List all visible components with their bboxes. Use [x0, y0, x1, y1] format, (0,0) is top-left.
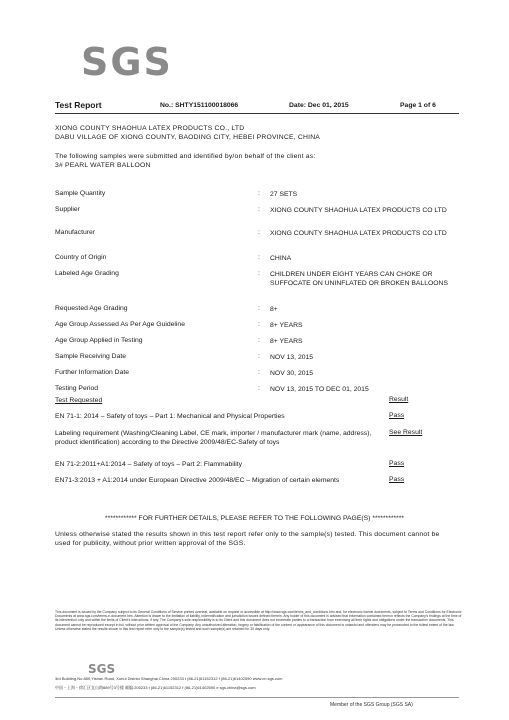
header-divider: [55, 113, 459, 114]
info-value: NOV 13, 2015 TO DEC 01, 2015: [270, 386, 369, 393]
test-result: See Result: [389, 429, 423, 436]
info-value: 8+: [270, 306, 278, 313]
info-colon: :: [258, 321, 260, 328]
info-value: CHILDREN UNDER EIGHT YEARS CAN CHOKE OR SUFFOCATE ON UNINFLATED OR BROKEN BALLOONS: [270, 271, 449, 287]
info-colon: :: [258, 369, 260, 376]
test-result: Pass: [389, 460, 405, 467]
info-label: Age Group Assessed As Per Age Guideline: [55, 321, 185, 328]
test-result: Pass: [389, 476, 405, 483]
footer-address-en: 3rd Building,No.889,Yishan Road, Xuhui District Shanghai,China 200233 t (86-21)61152312 f (86-21)61402590 www.cn.sgs.com: [55, 676, 283, 681]
info-colon: :: [258, 270, 260, 277]
report-number: No.: SHTY151100018066: [160, 102, 239, 109]
disclaimer: Unless otherwise stated the results shown in this test report refer only to the sample(s) tested. This document cannot be used for publicity, without prior written approval of the SGS.: [55, 531, 440, 547]
info-value: 8+ YEARS: [270, 322, 303, 329]
info-label: Sample Quantity: [55, 190, 106, 197]
info-colon: :: [258, 305, 260, 312]
info-label: Requested Age Grading: [55, 305, 128, 312]
test-name: EN71-3:2013 + A1:2014 under European Directive 2009/48/EC – Migration of certain elements: [55, 477, 340, 484]
test-result: Pass: [389, 412, 405, 419]
info-colon: :: [258, 353, 260, 360]
sgs-logo: SGS: [81, 40, 173, 84]
info-label: Country of Origin: [55, 254, 107, 261]
report-title: Test Report: [55, 100, 102, 110]
info-value: CHINA: [270, 255, 292, 262]
test-name: EN 71-2:2011+A1:2014 – Safety of toys – Part 2: Flammability: [55, 461, 243, 468]
info-label: Supplier: [55, 206, 80, 213]
further-details-note: ************ FOR FURTHER DETAILS, PLEASE REFER TO THE FOLLOWING PAGE(S) ************: [104, 515, 405, 522]
report-date: Date: Dec 01, 2015: [289, 102, 349, 109]
info-value: NOV 13, 2015: [270, 354, 314, 361]
info-label: Age Group Applied in Testing: [55, 337, 143, 344]
info-label: Manufacturer: [55, 229, 96, 236]
info-colon: :: [258, 229, 260, 236]
test-name: Labeling requirement (Washing/Cleaning Label, CE mark, importer / manufacturer mark (name, address), product identification) according to the Directive 2009/48/EC-Safety of toys: [55, 430, 372, 446]
info-value: NOV 30, 2015: [270, 370, 314, 377]
info-colon: :: [258, 385, 260, 392]
legal-notice: This document is issued by the Company subject to its General Conditions of Service printed overleaf, available on request or accessible at http://www.sgs.com/terms_and_conditions.htm and, for electronic format documents, subject to Terms and Conditions for Electronic Documents at www.sgs.com/terms-e-document.htm. Attention is drawn to the limitation of liability, indemnification and jurisdiction issues defined therein. Any holder of this document is advised that information contained hereon reflects the Company's findings at the time of its intervention only and within the limits of Client's instructions, if any. The Company's sole responsibility is to its Client and this document does not exonerate parties to a transaction from exercising all their rights and obligations under the transaction documents. This document cannot be reproduced except in full, without prior written approval of the Company. Any unauthorized alteration, forgery or falsification of the content or appearance of this document is unlawful and offenders may be prosecuted to the fullest extent of the law. Unless otherwise stated the results shown in this test report refer only to the sample(s) tested and such sample(s) are retained for 30 days only.: [55, 610, 462, 631]
test-requested-header: Test Requested: [55, 397, 103, 404]
page-number: Page 1 of 6: [400, 102, 436, 109]
info-value: XIONG COUNTY SHAOHUA LATEX PRODUCTS CO LTD: [270, 230, 447, 237]
client-name: XIONG COUNTY SHAOHUA LATEX PRODUCTS CO., LTD: [55, 125, 245, 132]
info-value: 27 SETS: [270, 191, 298, 198]
info-colon: :: [258, 337, 260, 344]
client-address: DABU VILLAGE OF XIONG COUNTY, BAODING CITY, HEBEI PROVINCE, CHINA: [55, 134, 321, 141]
test-name: EN 71-1: 2014 – Safety of toys – Part 1: Mechanical and Physical Properties: [55, 413, 285, 420]
info-label: Sample Receiving Date: [55, 353, 127, 360]
intro-line: The following samples were submitted and identified by/on behalf of the client as:: [55, 153, 316, 160]
info-colon: :: [258, 190, 260, 197]
info-label: Testing Period: [55, 385, 99, 392]
info-label: Further Information Date: [55, 369, 130, 376]
result-header: Result: [389, 396, 409, 403]
footer-sgs-logo: SGS: [88, 662, 116, 676]
footer-divider: [55, 697, 459, 698]
info-value: XIONG COUNTY SHAOHUA LATEX PRODUCTS CO LTD: [270, 207, 447, 214]
info-colon: :: [258, 254, 260, 261]
sample-name: 3# PEARL WATER BALLOON: [55, 162, 151, 169]
footer-address-cn: 中国・上海・徐汇区宜山路889号3号楼 邮编:200233 t (86-21)61152312 f (86-21)61402590 e sgs.china@sgs.com: [55, 685, 256, 690]
info-colon: :: [258, 206, 260, 213]
footer-member: Member of the SGS Group (SGS SA): [330, 702, 413, 708]
info-label: Labeled Age Grading: [55, 270, 119, 277]
info-value: 8+ YEARS: [270, 338, 303, 345]
